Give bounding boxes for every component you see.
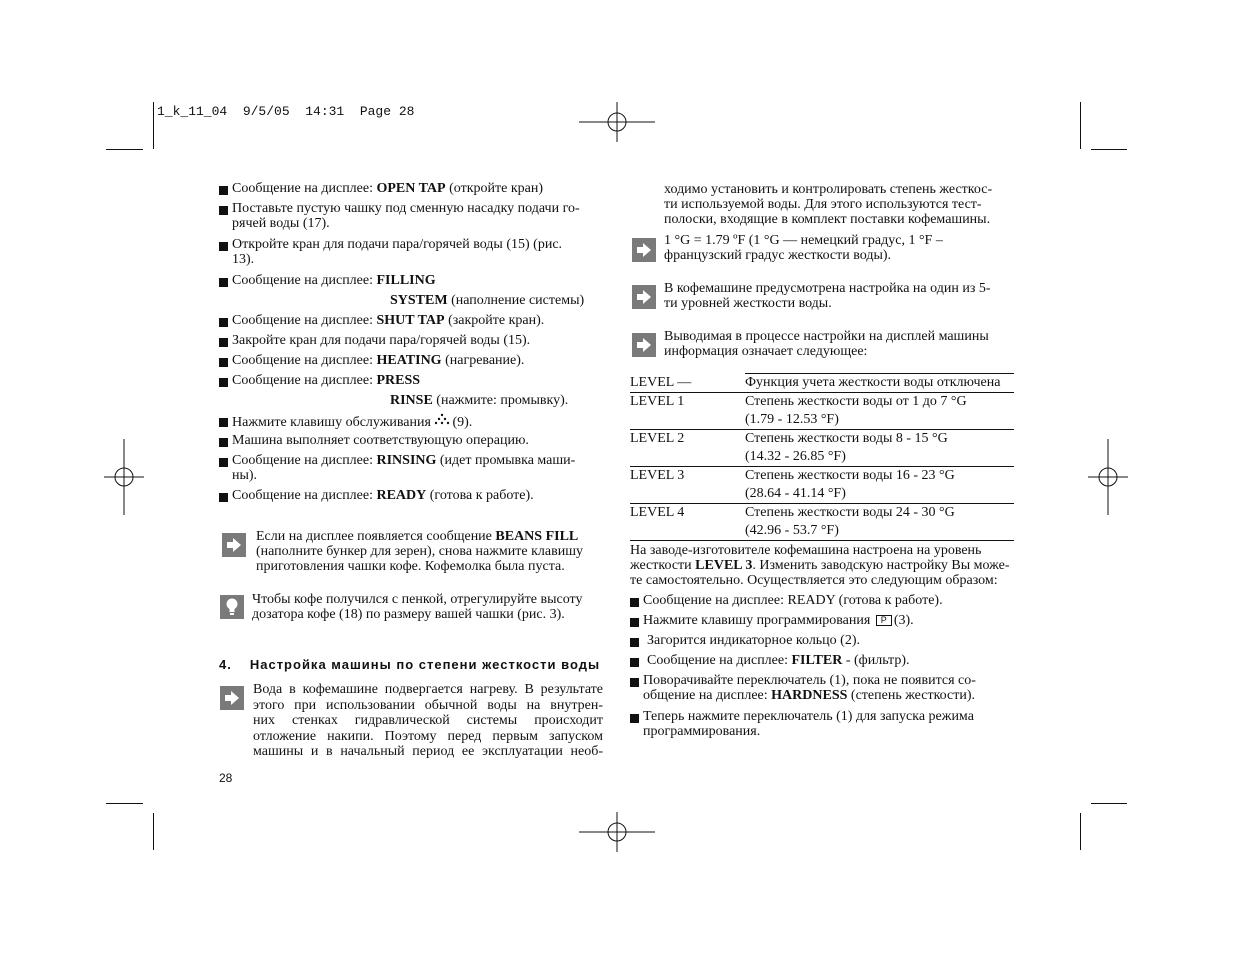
crop-mark — [153, 102, 154, 149]
note-beans-fill: Если на дисплее появляется сообщение BEANS FILL (наполните бункер для зерен), снова нажмите клавишу приготовления чашки кофе. Кофемолка была пуста. — [256, 529, 583, 574]
bullet-icon — [219, 438, 228, 447]
bullet-icon — [219, 186, 228, 195]
section-intro-text: Вода в кофемашине подвергается нагреву. В результате этого при использовании обычной воды на внутрен- них стенках гидравлической системы происходит отложение накипи. Поэтому перед первым запуском машины и в начальный период ее эксплуатации необ- — [253, 682, 603, 759]
table-level: LEVEL 3 — [630, 468, 685, 483]
registration-mark-top — [579, 102, 655, 142]
arrow-note-icon — [632, 333, 656, 357]
crop-mark — [1091, 803, 1127, 804]
step-item: Загорится индикаторное кольцо (2). — [647, 633, 861, 648]
arrow-note-icon — [222, 533, 246, 557]
table-level: LEVEL 1 — [630, 394, 685, 409]
crop-mark — [153, 813, 154, 850]
step-item: Нажмите клавишу программирования P (3). — [643, 613, 914, 628]
table-level: LEVEL 2 — [630, 431, 685, 446]
list-item: Поставьте пустую чашку под сменную насадку подачи го- рячей воды (17). — [232, 201, 580, 231]
step-item: Сообщение на дисплее: READY (готова к работе). — [643, 593, 943, 608]
crop-mark — [106, 149, 143, 150]
bullet-icon — [219, 318, 228, 327]
table-level: LEVEL — — [630, 375, 692, 390]
step-item: Теперь нажмите переключатель (1) для запуска режима программирования. — [643, 709, 974, 739]
table-desc-range: (1.79 - 12.53 °F) — [745, 412, 839, 427]
step-item: Поворачивайте переключатель (1), пока не появится со- общение на дисплее: HARDNESS (степень жесткости). — [643, 673, 976, 703]
bullet-icon — [630, 714, 639, 723]
list-item: Сообщение на дисплее: PRESS — [232, 373, 421, 388]
program-key-icon: P — [876, 615, 892, 626]
arrow-note-icon — [632, 285, 656, 309]
list-item: SYSTEM (наполнение системы) — [390, 293, 585, 308]
bullet-icon — [630, 658, 639, 667]
table-desc-range: (42.96 - 53.7 °F) — [745, 523, 839, 538]
registration-mark-right — [1088, 439, 1128, 515]
continued-text: ходимо установить и контролировать степень жесткос- ти используемой воды. Для этого используются тест- полоски, входящие в комплект поставки кофемашины. — [664, 182, 993, 227]
table-desc: Степень жесткости воды 16 - 23 °G — [745, 468, 955, 483]
list-item: RINSE (нажмите: промывку). — [390, 393, 569, 408]
list-item: Сообщение на дисплее: HEATING (нагревание). — [232, 353, 525, 368]
registration-mark-bottom — [579, 812, 655, 852]
table-desc: Степень жесткости воды 24 - 30 °G — [745, 505, 955, 520]
table-desc: Степень жесткости воды 8 - 15 °G — [745, 431, 948, 446]
table-row — [630, 504, 1014, 541]
hardness-table — [630, 373, 1014, 541]
bullet-icon — [219, 242, 228, 251]
bullet-icon — [219, 418, 228, 427]
table-row — [630, 393, 1014, 430]
lightbulb-tip-icon — [220, 595, 244, 619]
section-heading: 4. Настройка машины по степени жесткости воды — [219, 657, 601, 672]
list-item: Закройте кран для подачи пара/горячей воды (15). — [232, 333, 531, 348]
crop-mark — [1080, 813, 1081, 850]
table-desc: Степень жесткости воды от 1 до 7 °G — [745, 394, 967, 409]
crop-mark — [1091, 149, 1127, 150]
list-item: Сообщение на дисплее: SHUT TAP (закройте кран). — [232, 313, 545, 328]
bullet-icon — [219, 338, 228, 347]
bullet-icon — [630, 638, 639, 647]
page-number: 28 — [219, 771, 233, 785]
note-degree-conversion: 1 °G = 1.79 ºF (1 °G — немецкий градус, 1 °F – французский градус жесткости воды). — [664, 233, 943, 263]
table-desc: Функция учета жесткости воды отключена — [745, 375, 1001, 390]
list-item: Откройте кран для подачи пара/горячей воды (15) (рис. 13). — [232, 237, 563, 267]
table-row — [630, 467, 1014, 504]
bullet-icon — [219, 493, 228, 502]
step-item: Сообщение на дисплее: FILTER - (фильтр). — [647, 653, 910, 668]
print-slug: 1_k_11_04 9/5/05 14:31 Page 28 — [157, 104, 415, 119]
list-item: Нажмите клавишу обслуживания (9). — [232, 415, 473, 430]
list-item: Сообщение на дисплее: READY (готова к работе). — [232, 488, 534, 503]
list-item: Сообщение на дисплее: RINSING (идет промывка маши- ны). — [232, 453, 576, 483]
bullet-icon — [630, 678, 639, 687]
table-desc-range: (28.64 - 41.14 °F) — [745, 486, 846, 501]
note-levels: В кофемашине предусмотрена настройка на один из 5- ти уровней жесткости воды. — [664, 281, 991, 311]
bullet-icon — [219, 358, 228, 367]
table-row — [630, 374, 1014, 393]
table-row — [630, 430, 1014, 467]
bullet-icon — [219, 206, 228, 215]
crop-mark — [106, 803, 143, 804]
crop-mark — [1080, 102, 1081, 149]
bullet-icon — [219, 278, 228, 287]
list-item: Сообщение на дисплее: FILLING — [232, 273, 436, 288]
bullet-icon — [219, 458, 228, 467]
tip-text: Чтобы кофе получился с пенкой, отрегулируйте высоту дозатора кофе (18) по размеру вашей чашки (рис. 3). — [252, 592, 583, 622]
table-level: LEVEL 4 — [630, 505, 685, 520]
table-desc-range: (14.32 - 26.85 °F) — [745, 449, 846, 464]
list-item: Сообщение на дисплее: OPEN TAP (откройте кран) — [232, 181, 543, 196]
registration-mark-left — [104, 439, 144, 515]
bullet-icon — [630, 598, 639, 607]
note-display-info: Выводимая в процессе настройки на дисплей машины информация означает следующее: — [664, 329, 989, 359]
list-item: Машина выполняет соответствующую операцию. — [232, 433, 529, 448]
bullet-icon — [219, 378, 228, 387]
arrow-note-icon — [632, 238, 656, 262]
factory-setting-text: На заводе-изготовителе кофемашина настроена на уровень жесткости LEVEL 3. Изменить заводскую настройку Вы може- те самостоятельно. Осуществляется это следующим образом: — [630, 543, 1010, 588]
steam-maintenance-icon — [434, 413, 450, 425]
arrow-note-icon — [220, 686, 244, 710]
bullet-icon — [630, 618, 639, 627]
